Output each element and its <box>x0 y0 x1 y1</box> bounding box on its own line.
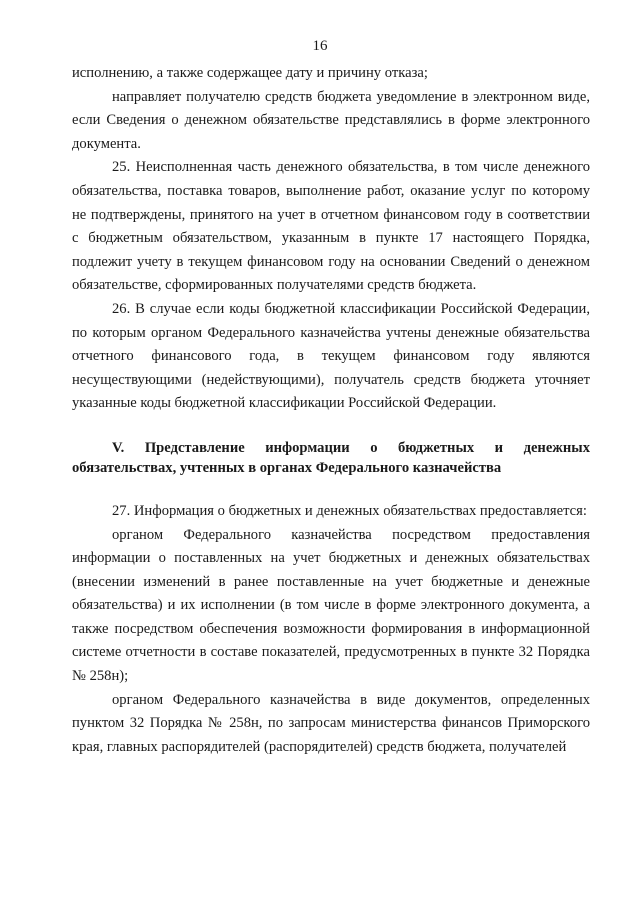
paragraph-continuation: исполнению, а также содержащее дату и причину отказа; <box>72 65 428 81</box>
section-heading: V. Представление информации о бюджетных и денежных обязательствах, учтенных в органах Федерального казначейства <box>72 439 590 476</box>
document-body <box>72 62 590 759</box>
paragraph-treasury-documents: органом Федерального казначейства в виде документов, определенных пунктом 32 Порядка № 258н, по запросам министерства финансов Приморского края, главных распорядителей (распорядителей) средств бюджета, получателей <box>72 691 590 755</box>
page-number: 16 <box>312 38 328 54</box>
paragraph-treasury-info: органом Федерального казначейства посредством предоставления информации о поставленных на учет бюджетных и денежных обязательствах (внесении изменений в ранее поставленные на учет бюджетные и денежные обязательства) и их исполнении (в том числе в форме электронного документа, а также посредством обеспечения возможности формирования в информационной системе отчетности в составе показателей, предусмотренных в пункте 32 Порядка № 258н); <box>72 526 590 685</box>
paragraph-27: 27. Информация о бюджетных и денежных обязательствах предоставляется: <box>112 502 587 519</box>
paragraph-25: 25. Неисполненная часть денежного обязательства, в том числе денежного обязательства, поставка товаров, выполнение работ, оказание услуг по которому не подтверждены, принятого на учет в отчетном финансовом году в соответствии с бюджетным обязательством, указанным в пункте 17 настоящего Порядка, подлежит учету в текущем финансовом году на основании Сведений о денежном обязательстве, сформированных получателями средств бюджета. <box>72 159 590 294</box>
paragraph-26: 26. В случае если коды бюджетной классификации Российской Федерации, по которым органом Федерального казначейства учтены денежные обязательства отчетного финансового года, в текущем финансовом году являются несуществующими (недействующими), получатель средств бюджета уточняет указанные коды бюджетной классификации Российской Федерации. <box>72 300 590 412</box>
paragraph-notification: направляет получателю средств бюджета уведомление в электронном виде, если Сведения о денежном обязательстве представлялись в форме электронного документа. <box>72 88 590 152</box>
